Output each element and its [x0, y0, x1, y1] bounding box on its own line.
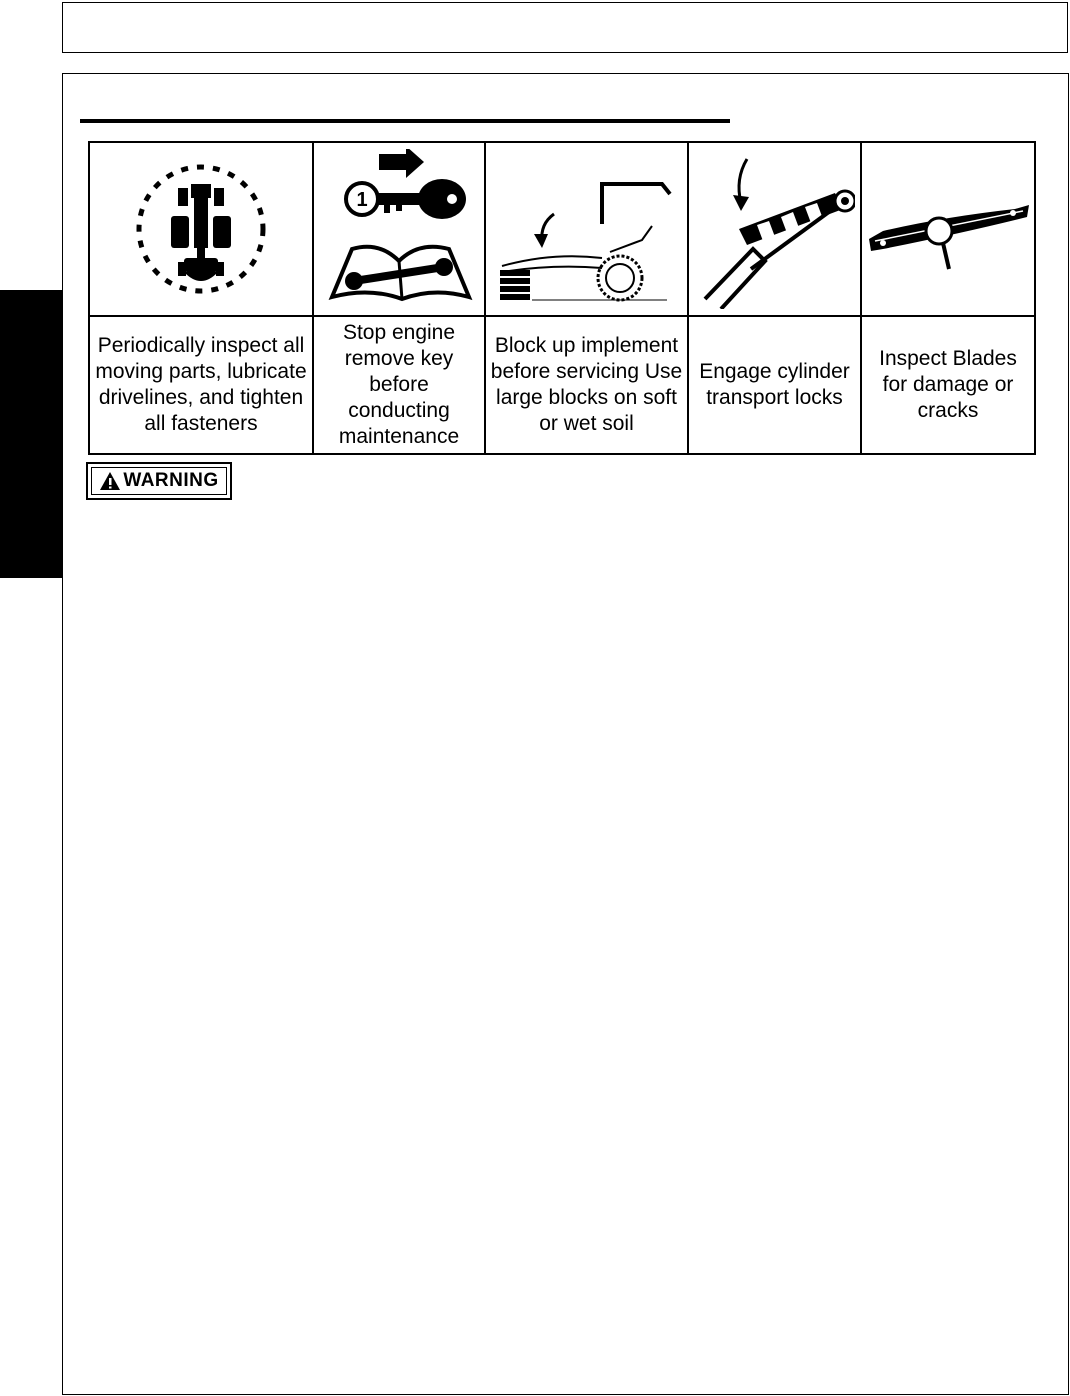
panel-icon-cell: [89, 142, 313, 316]
block-up-implement-icon: [492, 154, 682, 304]
cylinder-lock-icon: [695, 149, 855, 309]
tractor-inspection-circle-icon: [126, 154, 276, 304]
panel-icon-cell: [485, 142, 688, 316]
warning-badge: [86, 462, 232, 500]
section-tab: [0, 290, 62, 578]
key-manual-icon: [324, 149, 474, 309]
panel-caption: Stop engine remove key before conducting maintenance: [313, 316, 485, 454]
warning-label: WARNING: [123, 470, 219, 491]
section-title-rule: [80, 119, 730, 123]
panel-icon-cell: [861, 142, 1035, 316]
blade-magnifier-icon: [863, 169, 1033, 289]
panel-icon-cell: [688, 142, 861, 316]
maintenance-safety-table: [88, 141, 1036, 455]
panel-icon-cell: [313, 142, 485, 316]
svg-text:1: 1: [356, 189, 368, 211]
panel-caption: Inspect Blades for damage or cracks: [861, 316, 1035, 454]
panel-caption: Engage cylinder transport locks: [688, 316, 861, 454]
warning-triangle-icon: [99, 471, 121, 491]
panel-caption: Periodically inspect all moving parts, lubricate drivelines, and tighten all fasteners: [89, 316, 313, 454]
header-box: [62, 2, 1068, 53]
panel-caption: Block up implement before servicing Use large blocks on soft or wet soil: [485, 316, 688, 454]
